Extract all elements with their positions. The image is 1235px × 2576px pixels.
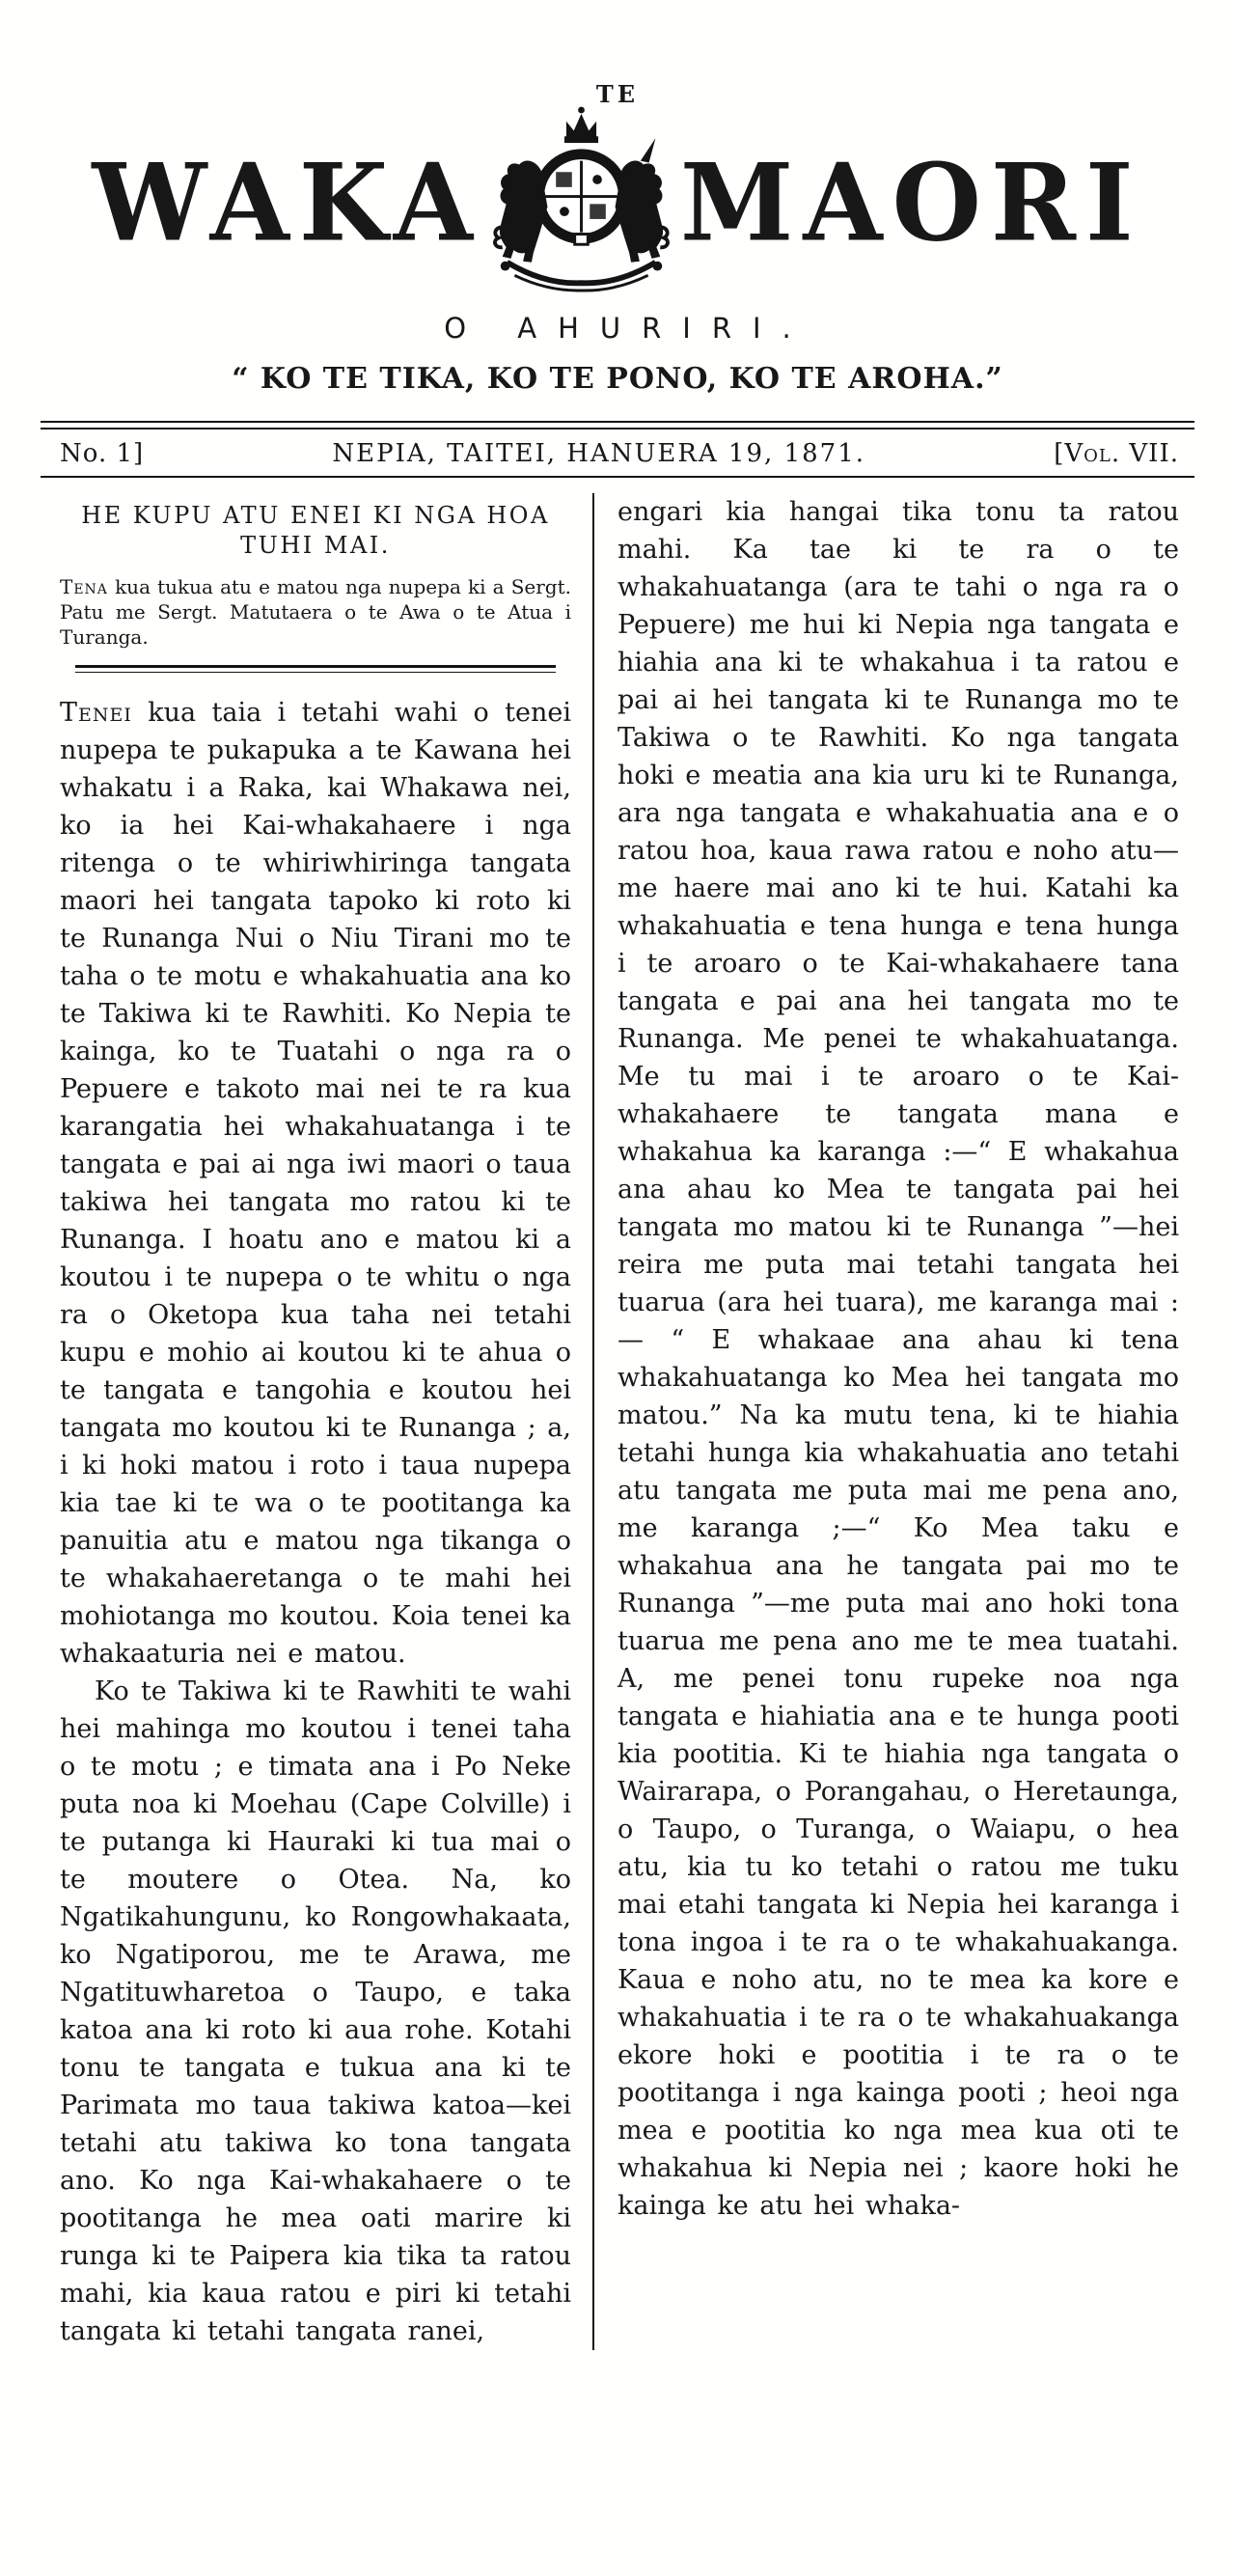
- article-heading: [60, 501, 571, 561]
- notice-text: kua tukua atu e matou nga nupepa ki a Sergt. Patu me Sergt. Matutaera o te Awa o te Atua i Turanga.: [60, 575, 571, 649]
- paragraph-1-text: kua taia i tetahi wahi o tenei nupepa te pukapuka a te Kawana hei whakatu i a Raka, kai Whakawa nei, ko ia hei Kai-whakahaere i nga ritenga o te whiriwhiringa tangata maori hei tangata tapoko ki roto ki te Runanga Nui o Niu Tirani mo te taha o te motu e whakahuatia ana ko te Takiwa ki te Rawhiti. Ko Nepia te kainga, ko te Tuatahi o nga ra o Pepuere e takoto mai nei te ra kua karangatia hei whakahuatanga i te tangata e pai ai nga iwi maori o taua takiwa hei tangata mo ratou ki te Runanga. I hoatu ano e matou ki a koutou i te nupepa o te whitu o nga ra o Oketopa kua taha nei tetahi kupu e mohio ai koutou ki te ahua o te tangata e tangohia e koutou hei tangata mo koutou ki te Runanga ; a, i ki hoki matou i roto i taua nupepa kia tae ki te wa o te pootitanga ka panuitia atu e matou nga tikanga o te whakahaeretanga o te mahi hei mohiotanga mo koutou. Koia tenei ka whakaaturia nei e matou.: [60, 698, 571, 1669]
- masthead-title-right: MAORI: [680, 138, 1143, 264]
- paragraph-lead-word: Tenei: [60, 698, 132, 728]
- issue-number: No. 1]: [60, 439, 145, 468]
- body-columns: [60, 493, 1179, 2350]
- masthead-subtitle: O AHURIRI.: [444, 312, 812, 345]
- left-column: [60, 493, 592, 2350]
- article-heading-line1: HE KUPU ATU ENEI KI NGA HOA: [81, 502, 550, 529]
- masthead-title-row: [0, 106, 1235, 298]
- double-rule: [41, 421, 1194, 429]
- royal-coat-of-arms-icon: [492, 100, 671, 298]
- notice-paragraph: [60, 574, 571, 650]
- dateline: [60, 439, 1179, 468]
- dateline-place-date: NEPIA, TAITEI, HANUERA 19, 1871.: [332, 439, 866, 468]
- notice-lead-word: Tena: [60, 575, 108, 598]
- article-paragraph-continued: engari kia hangai tika tonu ta ratou mahi. Ka tae ki te ra o te whakahuatanga (ara te tahi o nga ra o Pepuere) me hui ki Nepia nga tangata e hiahia ana ki te whakahua i ta ratou e pai ai hei tangata ki te Runanga mo te Takiwa o te Rawhiti. Ko nga tangata hoki e meatia ana kia uru ki te Runanga, ara nga tangata e whakahuatia ana e o ratou hoa, kaua rawa ratou e noho atu—me haere mai ano ki te hui. Katahi ka whakahuatia e tena hunga e tena hunga i te aroaro o te Kai-whakahaere tana tangata e pai ana hei tangata mo te Runanga. Me penei te whakahuatanga. Me tu mai i te aroaro o te Kai-whakahaere te tangata mana e whakahua ka karanga :—“ E whakahua ana ahau ko Mea te tangata pai hei tangata mo matou ki te Runanga ”—hei reira me puta mai tetahi tangata hei tuarua (ara hei tuara), me karanga mai : — “ E whakaae ana ahau ki tena whakahuatanga ko Mea hei tangata mo matou.” Na ka mutu tena, ki te hiahia tetahi hunga kia whakahuatia ano tetahi atu tangata me puta mai me pena ano, me karanga ;—“ Ko Mea taku e whakahua ana he tangata pai mo te Runanga ”—me puta mai ano hoki tona tuarua me pena ano me te mea tuatahi. A, me penei tonu rupeke noa nga tangata e hiahiatia ana e te hunga pooti kia pootitia. Ki te hiahia nga tangata o Wairarapa, o Porangahau, o Heretaunga, o Taupo, o Turanga, o Waiapu, o hea atu, kia tu ko tetahi o ratou me tuku mai etahi tangata ki Nepia hei karanga i tona ingoa i te ra o te whakahuakanga. Kaua e noho atu, no te mea ka kore e whakahuatia i te ra o te whakahuakanga ekore hoki e pootitia i te ra o te pootitanga i nga kainga pooti ; heoi nga mea e pootitia ko nga mea kua oti te whakahua ki Nepia nei ; kaore hoki he kainga ke atu hei whaka-: [618, 497, 1179, 2221]
- masthead-motto: “ KO TE TIKA, KO TE PONO, KO TE AROHA.”: [232, 362, 1003, 396]
- single-rule: [41, 476, 1194, 478]
- ornamental-rule: [75, 665, 556, 673]
- article-heading-line2: TUHI MAI.: [240, 532, 391, 559]
- article-paragraph-1: [60, 694, 571, 1673]
- volume-number: [Vol. VII.: [1054, 439, 1179, 468]
- masthead: [0, 0, 1235, 396]
- masthead-title-left: WAKA: [92, 138, 482, 264]
- masthead-overline: TE: [595, 80, 640, 108]
- article-paragraph-2: Ko te Takiwa ki te Rawhiti te wahi hei mahinga mo koutou i tenei taha o te motu ; e timata ana i Po Neke puta noa ki Moehau (Cape Colville) i te putanga ki Hauraki ki tua mai o te moutere o Otea. Na, ko Ngatikahungunu, ko Rongowhakaata, ko Ngatiporou, me te Arawa, me Ngatituwharetoa o Taupo, e taka katoa ana ki roto ki aua rohe. Kotahi tonu te tangata e tukua ana ki te Parimata mo taua takiwa katoa—kei tetahi atu takiwa ko tona tangata ano. Ko nga Kai-whakahaere o te pootitanga he mea oati marire ki runga ki te Paipera kia tika ta ratou mahi, kia kaua ratou e piri ki tetahi tangata ki tetahi tangata ranei,: [60, 1676, 571, 2346]
- right-column: [594, 493, 1179, 2350]
